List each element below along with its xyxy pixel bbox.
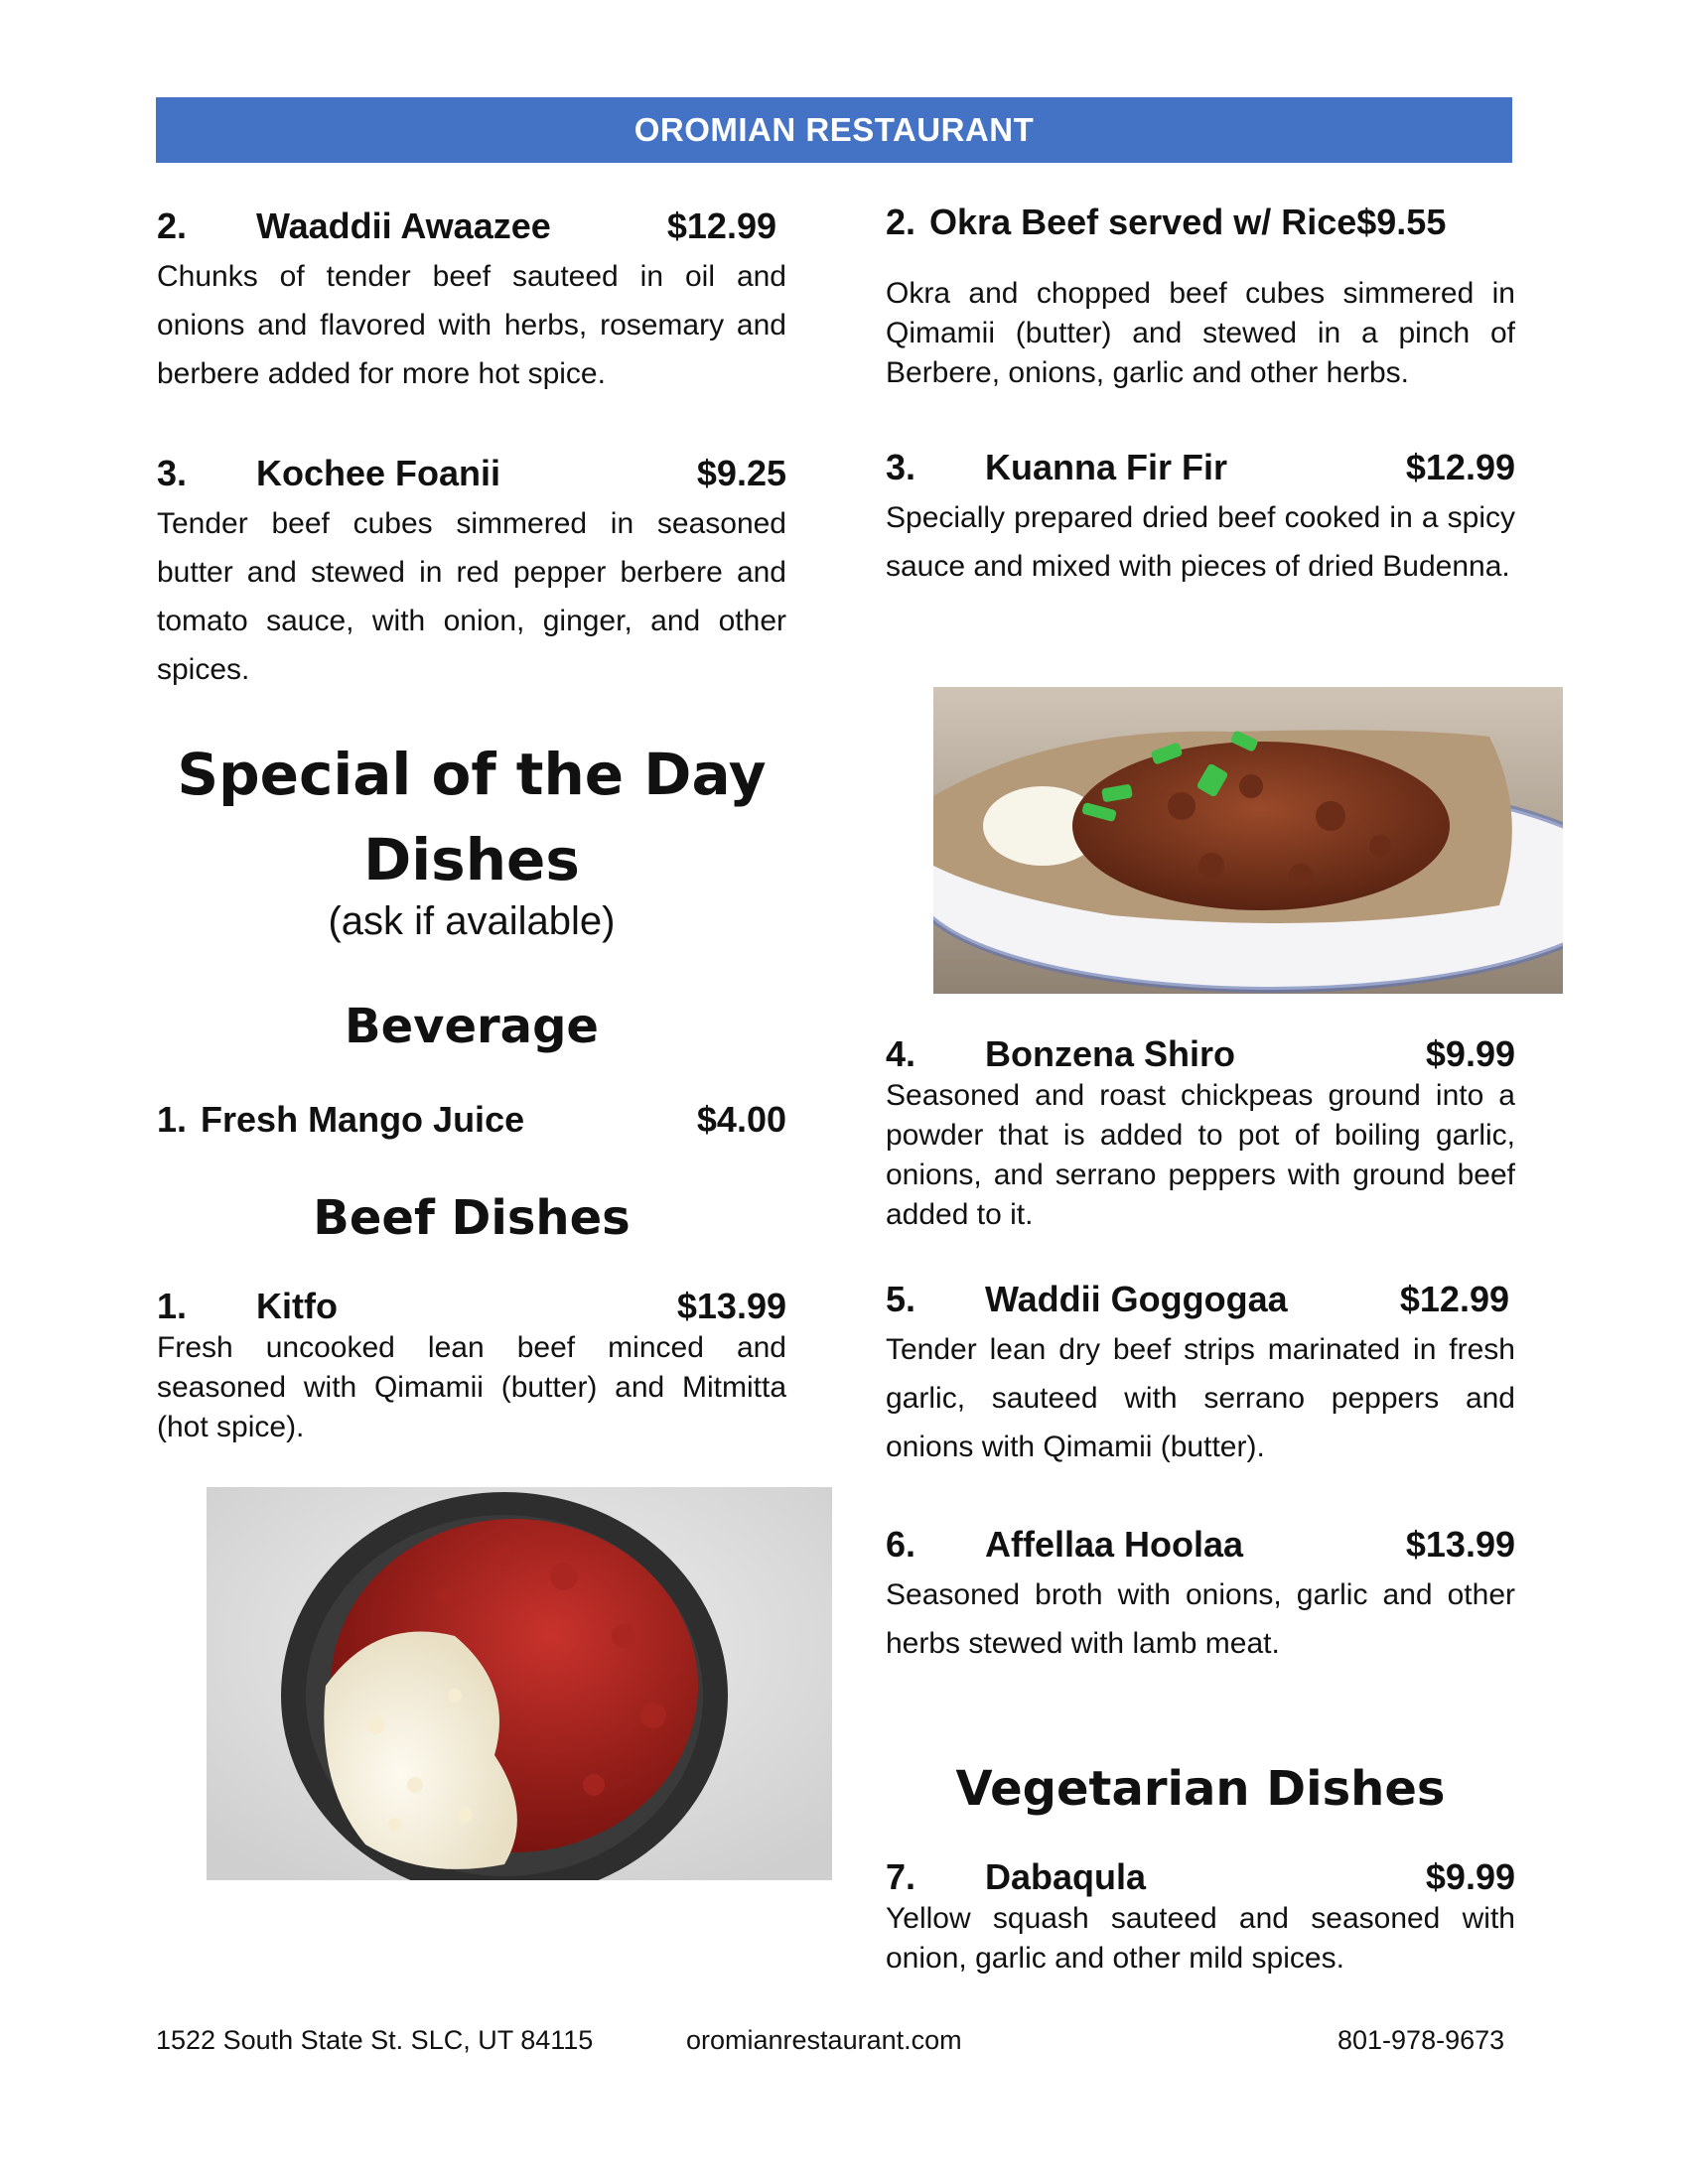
item-name: Fresh Mango Juice [201,1099,525,1140]
item-price: $9.25 [696,453,786,493]
item-description: Seasoned broth with onions, garlic and other herbs stewed with lamb meat. [886,1578,1515,1660]
item-price: $12.99 [1405,447,1515,487]
item-price: $4.00 [696,1099,786,1140]
special-title-line2: Dishes [363,826,580,893]
item-number: 5. [886,1279,916,1319]
item-description: Fresh uncooked lean beef minced and seasoned with Qimamii (butter) and Mitmitta (hot spice). [157,1331,786,1443]
restaurant-title: OROMIAN RESTAURANT [633,111,1035,148]
item-number: 6. [886,1524,916,1565]
item-name: Okra Beef served w/ Rice [929,202,1357,242]
item-name: Kochee Foanii [256,453,501,493]
menu-item-affellaa-hoolaa [886,1523,1515,1668]
item-price: $12.99 [1399,1279,1509,1319]
item-description: Seasoned and roast chickpeas ground into a powder that is added to pot of boiling garlic, onions, and serrano peppers with ground beef added to it. [886,1079,1515,1231]
beef-dishes-heading: Beef Dishes [313,1190,631,1246]
special-heading [157,732,786,902]
item-number: 4. [886,1033,916,1074]
fir-fir-plate-illustration [933,687,1563,994]
menu-item-dabaqula [886,1855,1515,1979]
item-name: Dabaqula [985,1856,1147,1897]
item-name: Waaddii Awaazee [256,205,551,246]
item-number: 2. [886,202,916,242]
menu-item-okra-beef [886,201,1515,393]
menu-item-bonzena-shiro [886,1032,1515,1235]
footer-address: 1522 South State St. SLC, UT 84115 [156,2025,594,2055]
item-description: Okra and chopped beef cubes simmered in Qimamii (butter) and stewed in a pinch of Berbere, onions, garlic and other herbs. [886,277,1515,389]
kitfo-photo [207,1487,832,1880]
item-price: $12.99 [666,205,776,246]
item-number: 3. [157,453,188,493]
item-name: Affellaa Hoolaa [985,1524,1244,1565]
footer-phone: 801-978-9673 [1337,2025,1505,2055]
item-description: Chunks of tender beef sauteed in oil and onions and flavored with herbs, rosemary and berbere added for more hot spice. [157,260,786,390]
item-description: Yellow squash sauteed and seasoned with onion, garlic and other mild spices. [886,1902,1515,1975]
kitfo-bowl-illustration [207,1487,832,1880]
menu-item-fresh-mango-juice [157,1098,786,1142]
footer-website[interactable]: oromianrestaurant.com [686,2025,962,2055]
vegetarian-dishes-heading: Vegetarian Dishes [955,1761,1446,1817]
item-name: Kitfo [256,1286,338,1326]
item-number: 7. [886,1856,916,1897]
menu-item-kuanna-fir-fir [886,446,1515,591]
beverage-heading: Beverage [345,999,599,1054]
item-name: Bonzena Shiro [985,1033,1236,1074]
item-description: Tender lean dry beef strips marinated in fresh garlic, sauteed with serrano peppers and onions with Qimamii (butter). [886,1333,1515,1463]
item-number: 1. [157,1099,188,1140]
item-number: 1. [157,1286,188,1326]
menu-item-waddii-goggogaa [886,1278,1515,1471]
item-number: 2. [157,205,188,246]
kuanna-fir-fir-photo [933,687,1563,994]
item-number: 3. [886,447,916,487]
item-description: Tender beef cubes simmered in seasoned butter and stewed in red pepper berbere and tomato sauce, with onion, ginger, and other spices. [157,507,786,686]
item-price: $9.99 [1425,1856,1515,1897]
item-price: $13.99 [1405,1524,1515,1565]
item-price: $9.55 [1356,202,1447,242]
menu-item-waaddii-awaazee [157,205,786,398]
item-price: $9.99 [1425,1033,1515,1074]
special-subtitle: (ask if available) [328,899,616,943]
special-title-line1: Special of the Day [177,741,767,808]
menu-item-kitfo [157,1285,786,1447]
menu-item-kochee-foanii [157,452,786,694]
item-price: $13.99 [676,1286,786,1326]
item-description: Specially prepared dried beef cooked in a spicy sauce and mixed with pieces of dried Budenna. [886,501,1515,583]
item-name: Waddii Goggogaa [985,1279,1288,1319]
item-name: Kuanna Fir Fir [985,447,1228,487]
